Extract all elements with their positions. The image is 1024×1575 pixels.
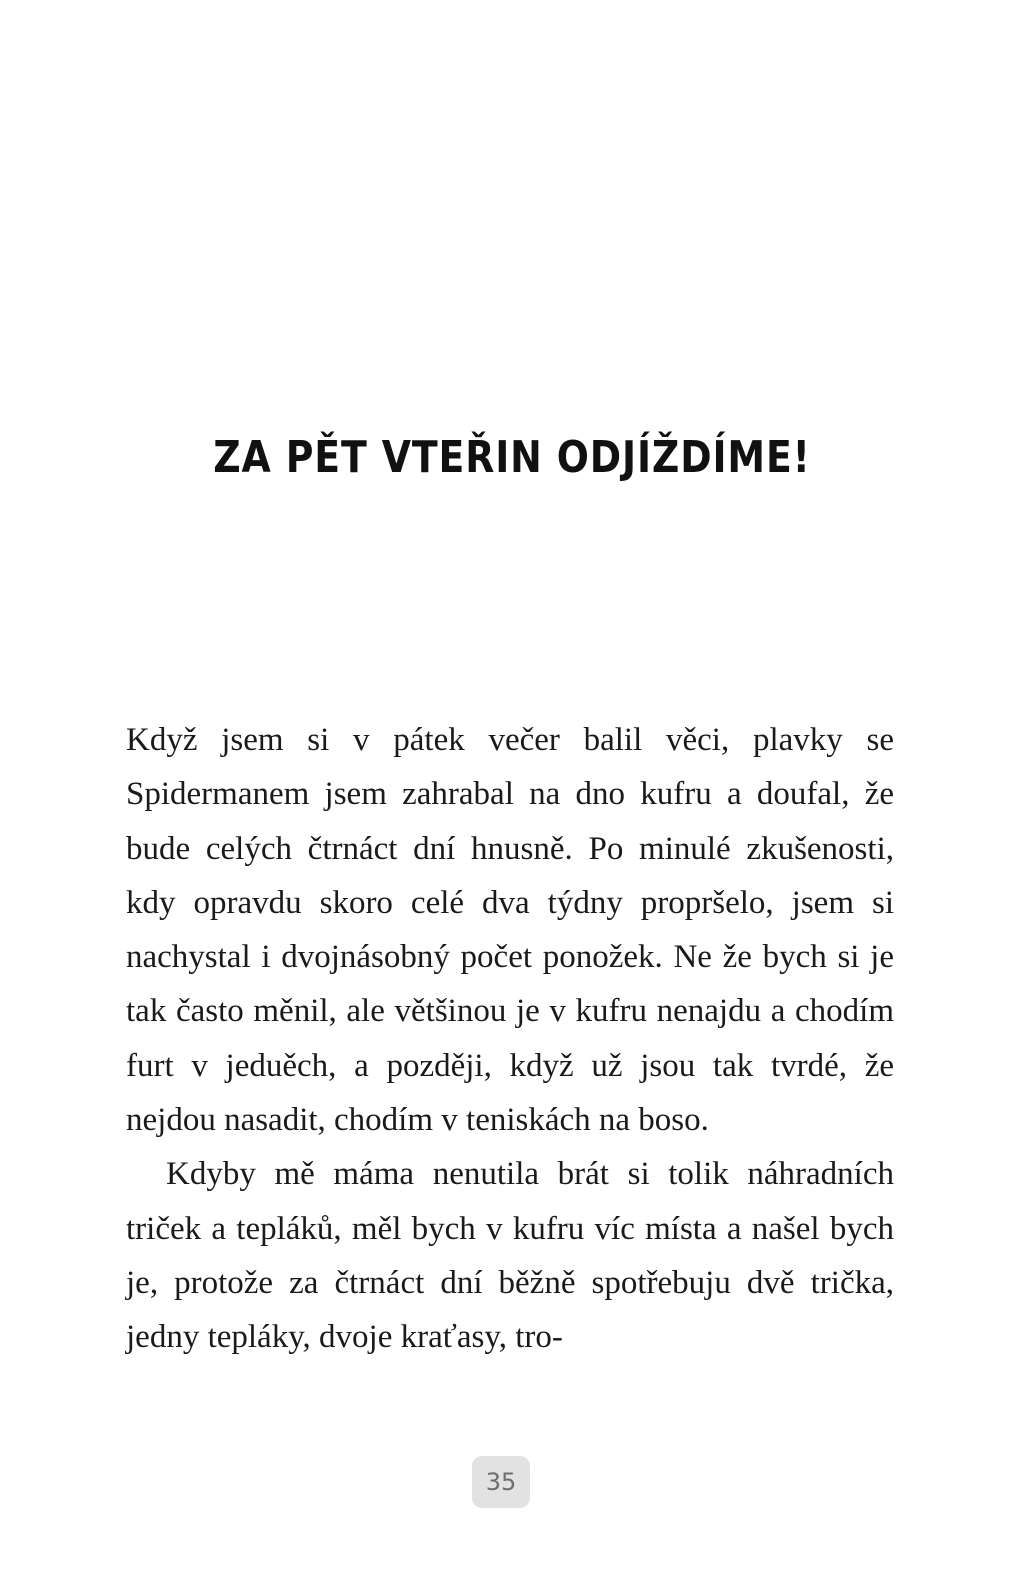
chapter-title: ZA PĚT VTEŘIN ODJÍŽDÍME! [213,432,811,483]
paragraph-2: Kdyby mě máma nenutila brát si tolik náhradních triček a tepláků, měl bych v kufru víc místa a našel bych je, protože za čtrnáct dní běžně spotřebuju dvě trička, jedny tepláky, dvoje kraťasy, tro- [126,1156,894,1356]
page-number: 35 [472,1456,530,1508]
body-text [126,713,894,1365]
paragraph-1: Když jsem si v pátek večer balil věci, plavky se Spidermanem jsem zahrabal na dno kufru a doufal, že bude celých čtrnáct dní hnusně. Po minulé zkušenosti, kdy opravdu skoro celé dva týdny propršelo, jsem si nachystal i dvojnásobný počet ponožek. Ne že bych si je tak často měnil, ale většinou je v kufru nenajdu a chodím furt v jeduěch, a později, když už jsou tak tvrdé, že nejdou nasadit, chodím v teniskách na boso. [126,722,894,1139]
